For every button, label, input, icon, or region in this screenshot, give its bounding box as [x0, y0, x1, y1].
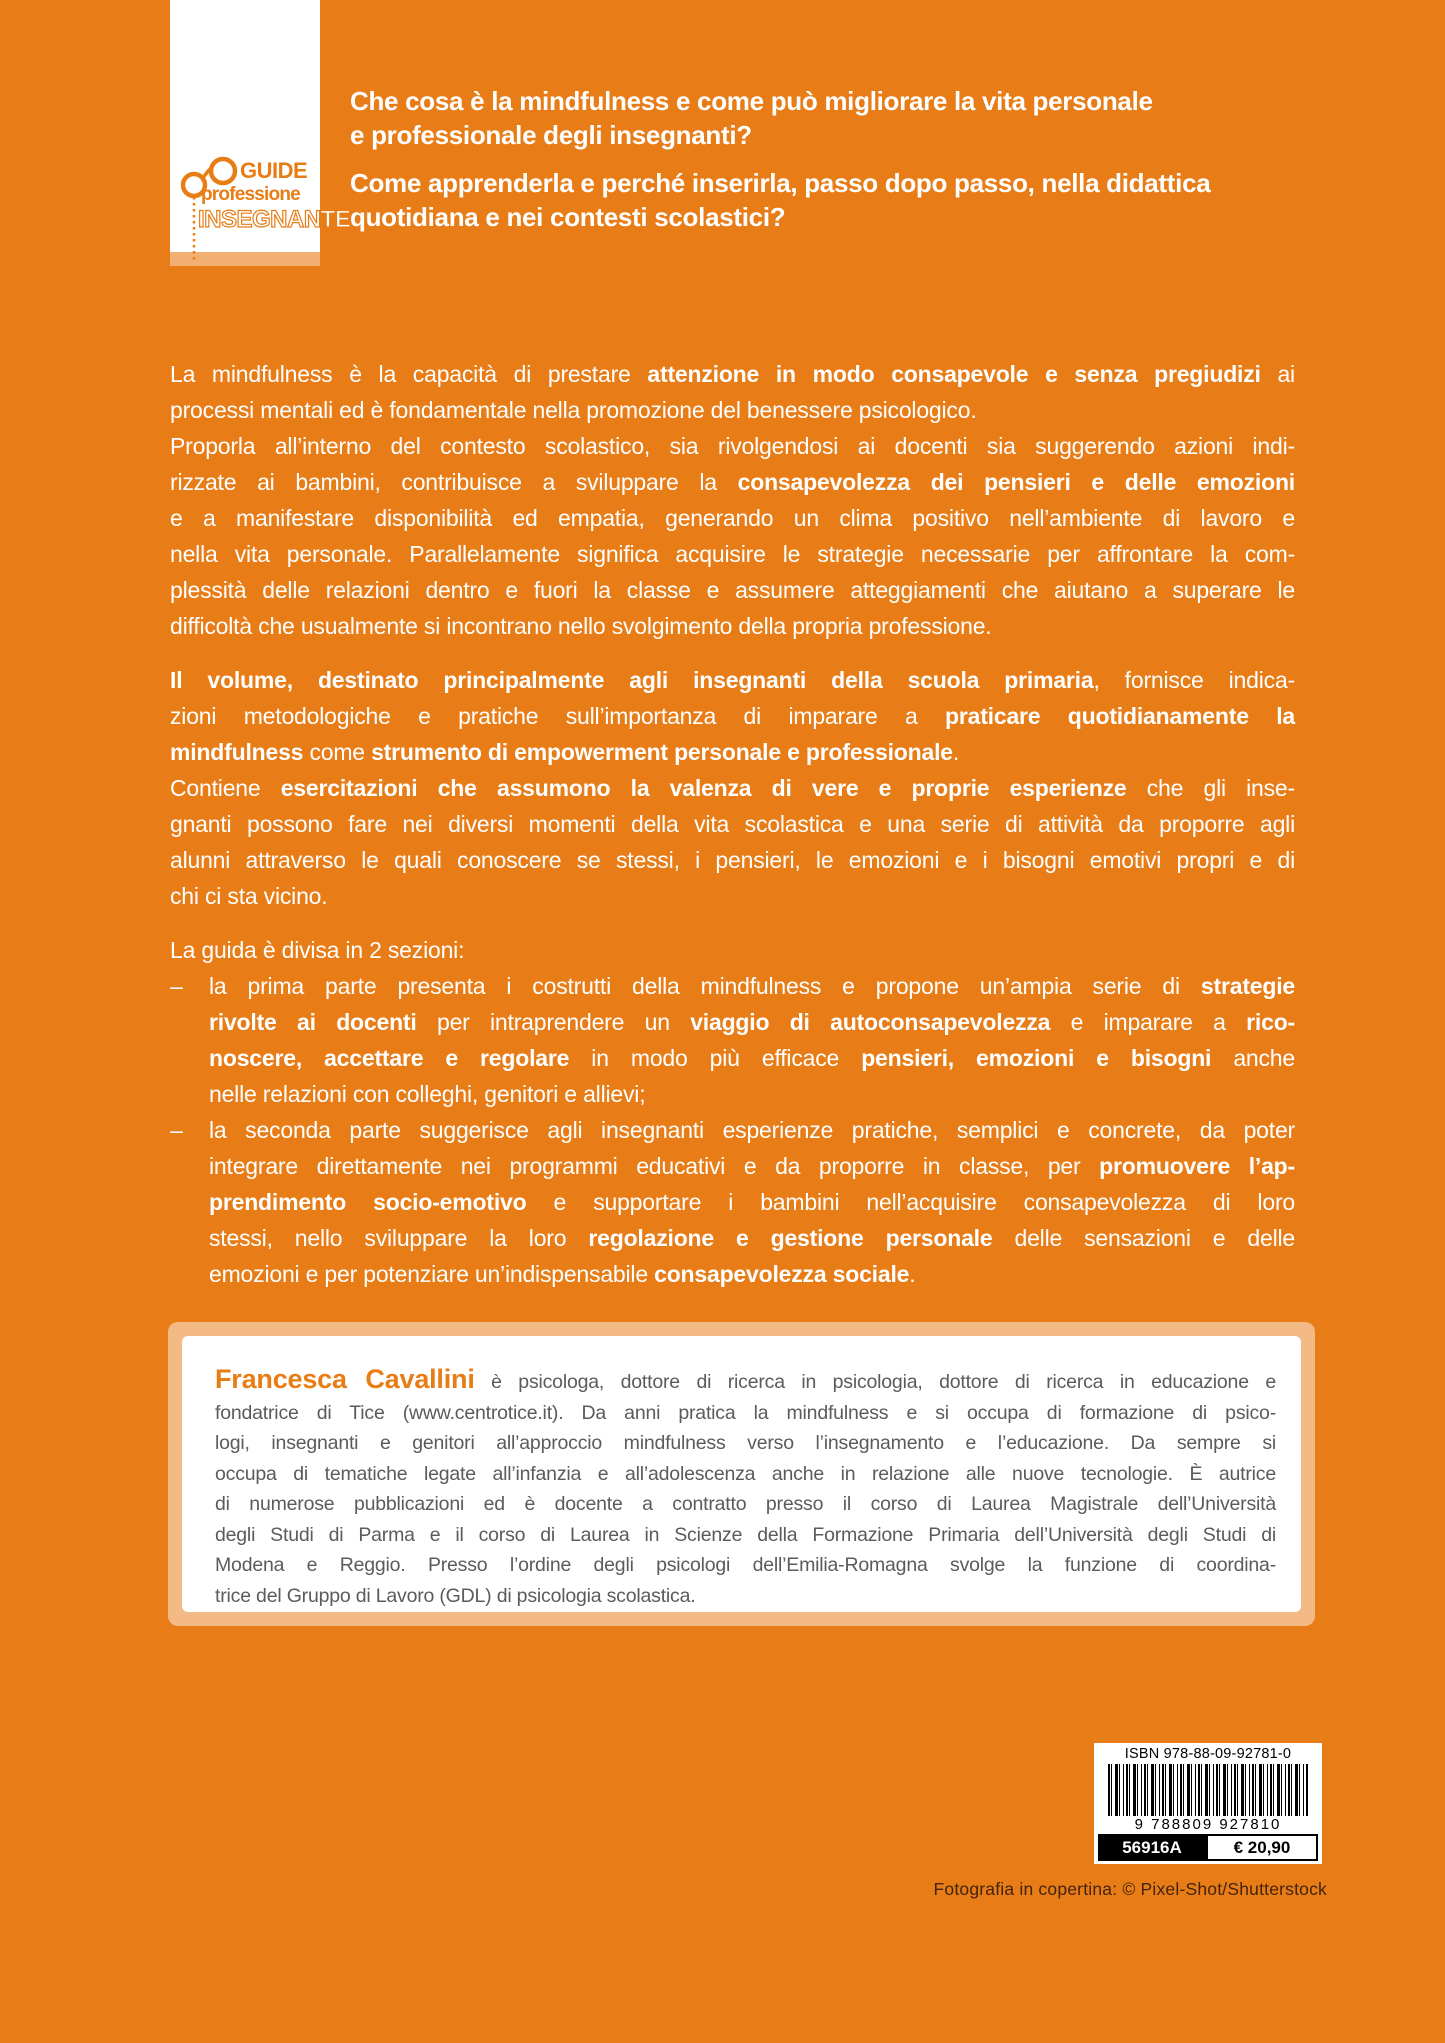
barcode-bars	[1108, 1764, 1308, 1816]
text-line: noscere, accettare e regolare in modo più efficace pensieri, emozioni e bisogni anche	[209, 1045, 1295, 1071]
text-line: occupa di tematiche legate all’infanzia e all’adolescenza anche in relazione alle nuove tecnologie. È autrice	[215, 1462, 1276, 1485]
paragraph	[170, 770, 1295, 914]
text-line: Modena e Reggio. Presso l’ordine degli psicologi dell’Emilia-Romagna svolge la funzione di coordina-	[215, 1554, 1276, 1576]
text-line: emozioni e per potenziare un’indispensabile consapevolezza sociale.	[209, 1261, 916, 1287]
text-line: plessità delle relazioni dentro e fuori la classe e assumere atteggiamenti che aiutano a superare le	[170, 577, 1295, 603]
headline	[350, 84, 1350, 248]
text-line: mindfulness come strumento di empowerment personale e professionale.	[170, 739, 960, 765]
text-line: rivolte ai docenti per intraprendere un viaggio di autoconsapevolezza e imparare a rico-	[209, 1009, 1295, 1035]
isbn-barcode-block	[1094, 1743, 1322, 1864]
paragraph	[170, 662, 1295, 770]
logo-guide-text: GUIDE	[240, 158, 308, 183]
text-line: nelle relazioni con colleghi, genitori e allievi;	[209, 1081, 646, 1107]
text-line: la seconda parte suggerisce agli insegnanti esperienze pratiche, semplici e concrete, da poter	[209, 1117, 1295, 1143]
text-line: Contiene esercitazioni che assumono la valenza di vere e proprie esperienze che gli inse-	[170, 775, 1295, 801]
product-code: 56916A	[1098, 1834, 1206, 1861]
cover-photo-credit: Fotografia in copertina: © Pixel-Shot/Shutterstock	[933, 1879, 1327, 1899]
text-line: chi ci sta vicino.	[170, 883, 328, 909]
body-text	[170, 356, 1295, 1292]
headline-question-2	[350, 166, 1350, 234]
text-line: integrare direttamente nei programmi educativi e da proporre in classe, per promuovere l’ap-	[209, 1153, 1295, 1179]
text-line: logi, insegnanti e genitori all’approccio mindfulness verso l’insegnamento e l’educazione. Da sempre si	[215, 1432, 1276, 1454]
text-line: La guida è divisa in 2 sezioni:	[170, 937, 465, 963]
text-line: prendimento socio-emotivo e supportare i bambini nell’acquisire consapevolezza di loro	[209, 1189, 1295, 1215]
author-bio-box	[168, 1322, 1315, 1626]
text-line: gnanti possono fare nei diversi momenti della vita scolastica e una serie di attività da proporre agli	[170, 811, 1295, 837]
text-line: Il volume, destinato principalmente agli insegnanti della scuola primaria, fornisce indica-	[170, 667, 1295, 693]
headline-line: Che cosa è la mindfulness e come può migliorare la vita personale	[350, 86, 1153, 116]
text-line: stessi, nello sviluppare la loro regolazione e gestione personale delle sensazioni e delle	[209, 1225, 1296, 1251]
text-line: rizzate ai bambini, contribuisce a sviluppare la consapevolezza dei pensieri e delle emozioni	[170, 469, 1295, 495]
text-line: la prima parte presenta i costrutti della mindfulness e propone un’ampia serie di strategie	[209, 973, 1295, 999]
text-line: alunni attraverso le quali conoscere se stessi, i pensieri, le emozioni e i bisogni emotivi propri e di	[170, 847, 1295, 873]
isbn-label: ISBN 978-88-09-92781-0	[1124, 1746, 1292, 1762]
publisher-logo	[170, 0, 351, 252]
text-line: zioni metodologiche e pratiche sull’importanza di imparare a praticare quotidianamente la	[170, 703, 1295, 729]
paragraph	[170, 932, 1295, 968]
barcode-digits: 9 788809 927810	[1098, 1816, 1318, 1833]
logo-insegnante-text: INSEGNANTE	[198, 206, 351, 233]
text-line: degli Studi di Parma e il corso di Laurea in Scienze della Formazione Primaria dell’Università degli Studi di	[215, 1523, 1276, 1546]
list-item	[170, 1112, 1295, 1292]
barcode-bottom-row	[1098, 1834, 1318, 1861]
text-line: trice del Gruppo di Lavoro (GDL) di psicologia scolastica.	[215, 1584, 696, 1607]
list-dash: –	[170, 973, 183, 999]
price-tag: € 20,90	[1206, 1834, 1318, 1861]
headline-line: quotidiana e nei contesti scolastici?	[350, 202, 786, 232]
paragraph	[170, 356, 1295, 428]
list-dash: –	[170, 1117, 183, 1143]
headline-question-1	[350, 84, 1350, 152]
text-line: La mindfulness è la capacità di prestare attenzione in modo consapevole e senza pregiudizi ai	[170, 361, 1295, 387]
text-line: nella vita personale. Parallelamente significa acquisire le strategie necessarie per affrontare la com-	[170, 541, 1295, 567]
text-line: Proporla all’interno del contesto scolastico, sia rivolgendosi ai docenti sia suggerendo azioni indi-	[170, 433, 1295, 459]
logo-professione-text: professione	[201, 184, 300, 205]
headline-line: Come apprenderla e perché inserirla, passo dopo passo, nella didattica	[350, 168, 1211, 198]
text-line: fondatrice di Tice (www.centrotice.it). Da anni pratica la mindfulness e si occupa di formazione di psico-	[215, 1401, 1276, 1424]
text-line: Francesca Cavallini è psicologa, dottore di ricerca in psicologia, dottore di ricerca in educazione e	[215, 1364, 1277, 1394]
text-line: processi mentali ed è fondamentale nella promozione del benessere psicologico.	[170, 397, 977, 423]
text-line: di numerose pubblicazioni ed è docente a contratto presso il corso di Laurea Magistrale dell’Università	[215, 1493, 1276, 1515]
headline-line: e professionale degli insegnanti?	[350, 120, 752, 150]
text-line: difficoltà che usualmente si incontrano nello svolgimento della propria professione.	[170, 613, 992, 639]
author-bio-text	[182, 1336, 1301, 1612]
text-line: e a manifestare disponibilità ed empatia, generando un clima positivo nell’ambiente di lavoro e	[170, 505, 1295, 531]
list-item	[170, 968, 1295, 1112]
paragraph	[170, 428, 1295, 644]
